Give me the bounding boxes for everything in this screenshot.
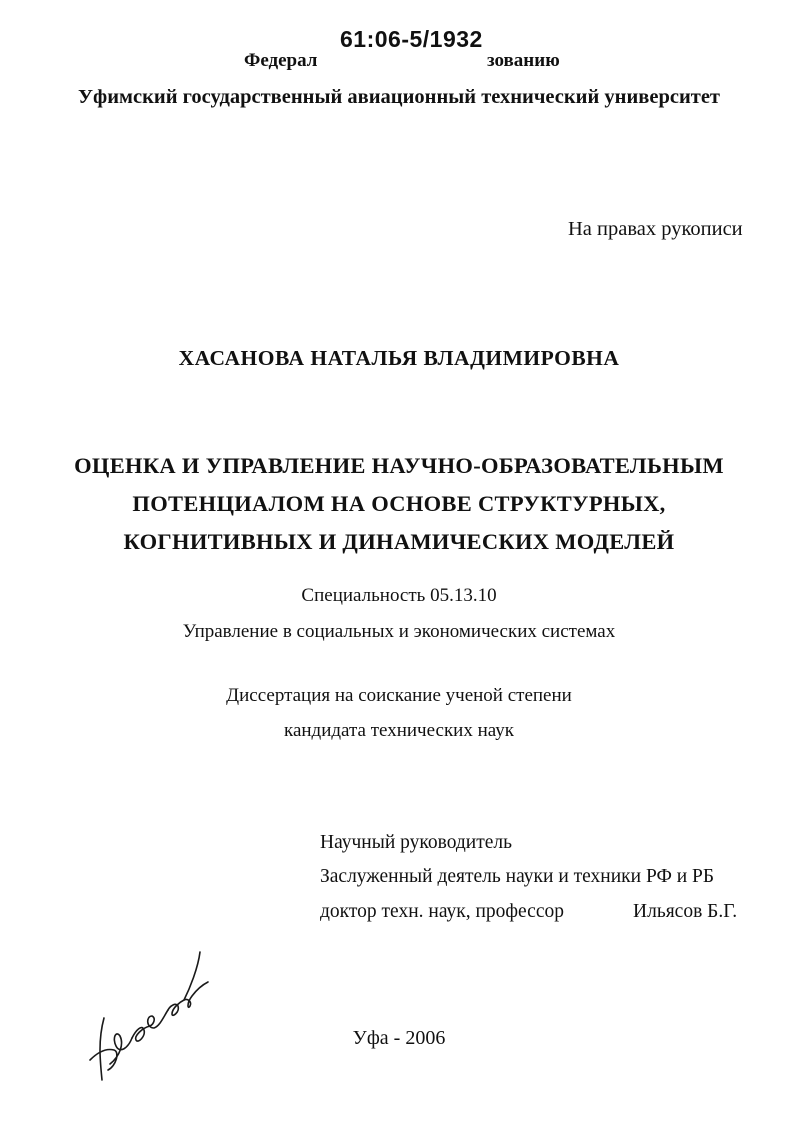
dissertation-line-1: Диссертация на соискание ученой степени (226, 685, 572, 706)
signature (80, 940, 220, 1095)
supervisor-label: Научный руководитель (320, 832, 513, 853)
supervisor-degree: доктор техн. наук, профессор (320, 901, 564, 922)
supervisor-name: Ильясов Б.Г. (633, 901, 738, 922)
signature-icon (80, 940, 220, 1090)
federal-agency-right: зованию (487, 50, 560, 71)
specialty-name: Управление в социальных и экономических системах (182, 621, 616, 642)
dissertation-line-2: кандидата технических наук (284, 720, 514, 741)
university-name: Уфимский государственный авиационный технический университет (77, 86, 721, 108)
city-year: Уфа - 2006 (352, 1027, 446, 1049)
federal-agency-left: Федерал (244, 50, 318, 71)
archive-stamp: 61:06-5/1932 (340, 26, 483, 52)
manuscript-rights: На правах рукописи (568, 218, 743, 240)
title-line-2: ПОТЕНЦИАЛОМ НА ОСНОВЕ СТРУКТУРНЫХ, (132, 491, 666, 516)
author-name: ХАСАНОВА НАТАЛЬЯ ВЛАДИМИРОВНА (178, 346, 620, 370)
supervisor-title: Заслуженный деятель науки и техники РФ и РБ (320, 866, 715, 887)
specialty-code: Специальность 05.13.10 (301, 585, 497, 606)
title-line-1: ОЦЕНКА И УПРАВЛЕНИЕ НАУЧНО-ОБРАЗОВАТЕЛЬНЫМ (74, 453, 724, 478)
title-line-3: КОГНИТИВНЫХ И ДИНАМИЧЕСКИХ МОДЕЛЕЙ (123, 529, 675, 554)
